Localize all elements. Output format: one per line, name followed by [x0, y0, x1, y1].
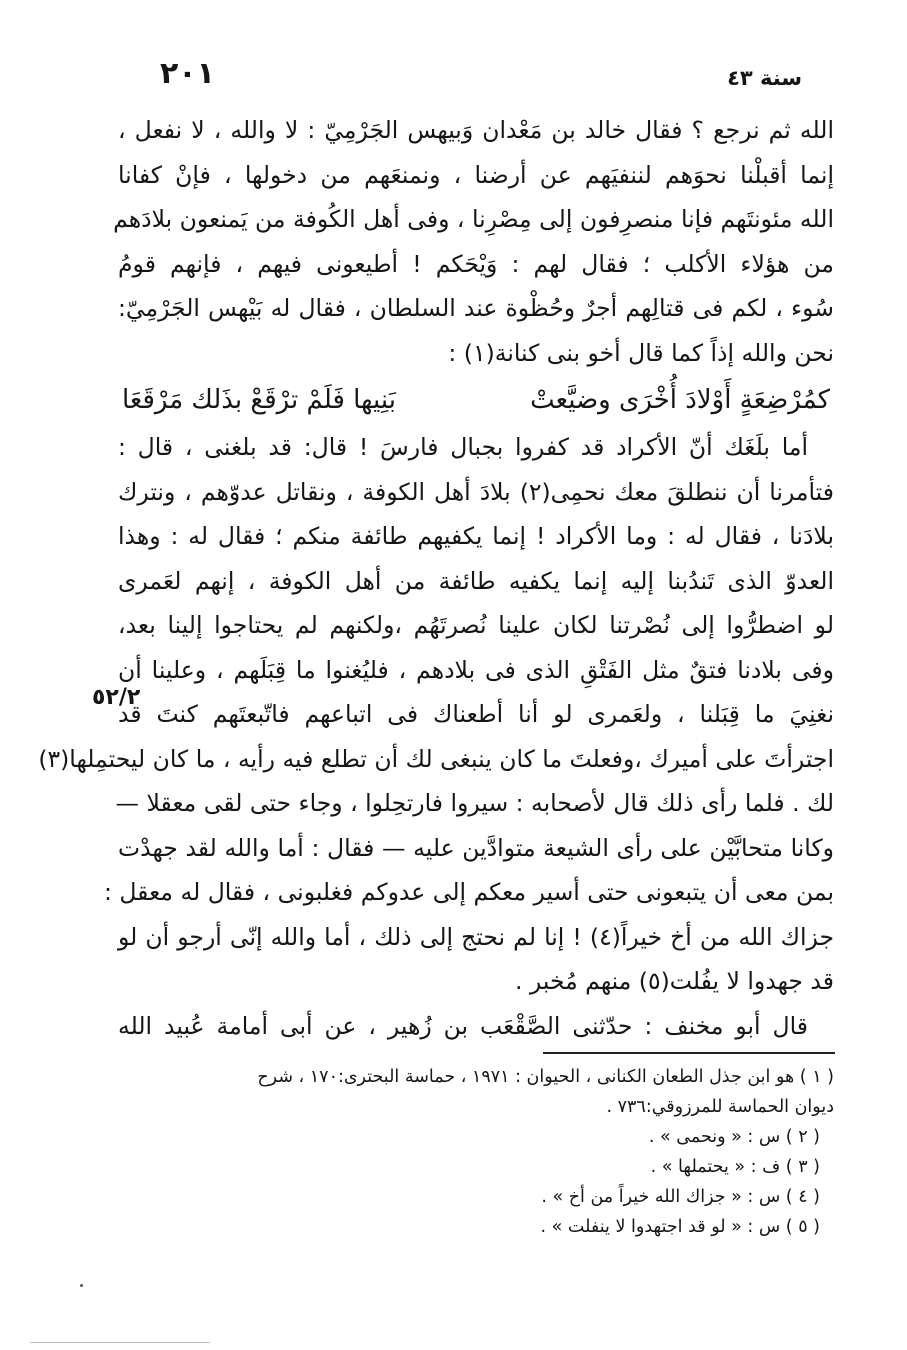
text-line: اجترأتَ على أميرك ،وفعلتَ ما كان ينبغى لك أن تطلع فيه رأيه ، ما كان ليحتمِلها(٣) — [38, 744, 834, 773]
text-line: من هؤلاء الأكلب ؛ فقال لهم : وَيْحَكم ! أطيعونى فيهم ، فإنهم قومُ — [118, 249, 834, 278]
text-line: إنما أقبلْنا نحوَهم لننفيَهم عن أرضنا ، ونمنعَهم من دخولها ، فإنْ كفانا — [118, 160, 834, 189]
text-line: أما بلَغَك أنّ الأكراد قد كفروا بجبال فارسَ ! قال: قد بلغنى ، قال : — [118, 433, 808, 461]
text-line: سُوء ، لكم فى قتالِهم أجرٌ وحُظْوة عند السلطان ، فقال له بَيْهس الجَرْمِيّ: — [118, 294, 834, 322]
scan-edge-line — [30, 1342, 210, 1343]
text-line: جزاك الله من أخ خيراً(٤) ! إنا لم نحتج إلى ذلك ، أما والله إنّى أرجو أن لو — [118, 922, 834, 951]
text-line: لو اضطرُّوا إلى نُصْرتنا لكان علينا نُصرتَهُم ،ولكنهم لم يحتاجوا إلينا بعد، — [118, 611, 834, 639]
text-line: لك . فلما رأى ذلك قال لأصحابه : سيروا فارتحِلوا ، وجاء حتى لقى معقلا — — [115, 789, 834, 817]
footnote-3: ( ٣ ) ف : « يحتملها » . — [650, 1157, 820, 1177]
text-line: الله ثم نرجع ؟ فقال خالد بن مَعْدان وَبيهس الجَرْمِيّ : لا والله ، لا نفعل ، — [118, 116, 834, 144]
footnote-5: ( ٥ ) س : « لو قد اجتهدوا لا ينفلت » . — [540, 1217, 820, 1237]
text-line: بمن معى أن يتبعونى حتى أسير معكم إلى عدوكم فغلبونى ، فقال له معقل : — [104, 878, 834, 906]
footnote-4: ( ٤ ) س : « جزاك الله خيراً من أخ » . — [541, 1187, 820, 1207]
text-line: وفى بلادنا فتقٌ مثل الفَتْقِ الذى فى بلادهم ، فليُغنوا ما قِبَلَهم ، وعلينا أن — [118, 655, 834, 684]
text-line: قد جهدوا لا يفُلت(٥) منهم مُخبر . — [514, 967, 834, 995]
scan-speck — [80, 1284, 83, 1287]
text-line: بلادَنا ، فقال له : وما الأكراد ! إنما يكفيهم طائفة منكم ؛ فقال له : وهذا — [118, 522, 834, 550]
text-line: فتأمرنا أن ننطلقَ معك نحمِى(٢) بلادَ أهل الكوفة ، ونقاتل عدوّهم ، ونترك — [118, 477, 835, 506]
page-number: ٢٠١ — [160, 56, 215, 91]
footnote-divider — [543, 1052, 835, 1054]
text-line: الله مئونتَهم فإنا منصرِفون إلى مِصْرِنا ، وفى أهل الكُوفة من يَمنعون بلادَهم — [113, 205, 834, 233]
text-line: وكانا متحابَّيْن على رأى الشيعة متوادَّين عليه — فقال : أما والله لقد جهدْت — [118, 833, 834, 862]
poetry-verse — [118, 375, 834, 425]
footnotes — [150, 1062, 834, 1242]
text-line: العدوّ الذى تَندُبنا إليه إنما يكفيه طائفة من أهل الكوفة ، إنهم لعَمرى — [118, 566, 834, 595]
verse-first-hemistich: كمُرْضِعَةٍ أَوْلادَ أُخْرَى وضيَّعتْ — [530, 385, 830, 415]
footnote-2: ( ٢ ) س : « ونحمى » . — [648, 1127, 820, 1147]
running-head-year: سنة ٤٣ — [727, 66, 802, 90]
footnote-1: ( ١ ) هو ابن جذل الطعان الكنانى ، الحيوان : ١٩٧١ ، حماسة البحترى:١٧٠ ، شرح — [257, 1067, 834, 1087]
margin-reference: ٥٢/٢ — [92, 685, 141, 710]
text-line: نحن والله إذاً كما قال أخو بنى كنانة(١) : — [448, 338, 834, 367]
footnote-1-continued: ديوان الحماسة للمرزوقي:٧٣٦ . — [606, 1097, 834, 1117]
text-line: نغنِيَ ما قِبَلنا ، ولعَمرى لو أنا أطعناك فى اتباعهم فاتّبعتَهم كنتَ قد — [118, 700, 834, 728]
text-line: قال أبو مخنف : حدّثنى الصَّقْعَب بن زُهير ، عن أبى أمامة عُبيد الله — [118, 1011, 808, 1040]
verse-second-hemistich: بَنِيها فَلَمْ ترْقَعْ بذَلك مَرْقَعَا — [122, 385, 396, 415]
